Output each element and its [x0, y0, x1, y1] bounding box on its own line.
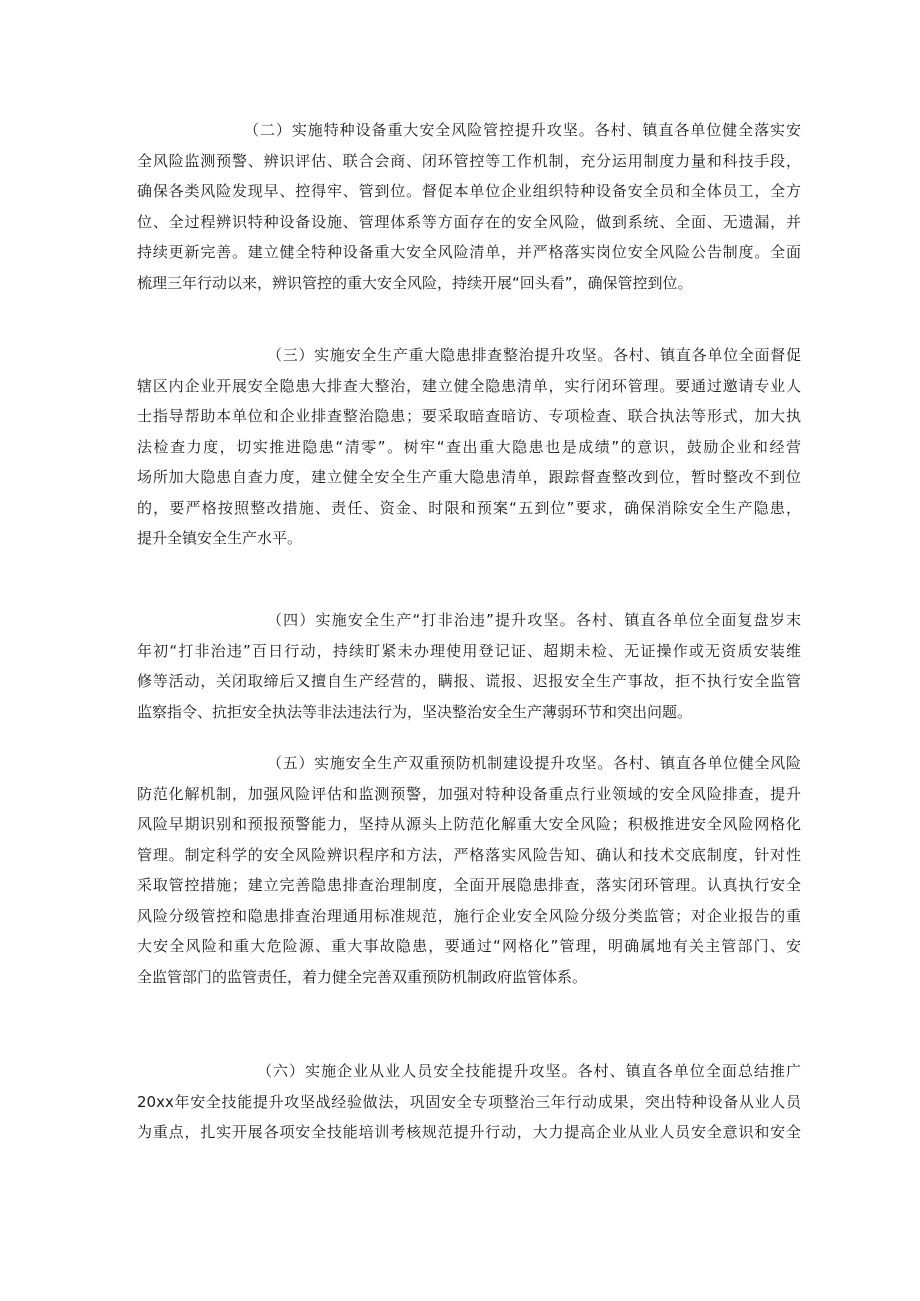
text-line: 采取管控措施；建立完善隐患排查治理制度，全面开展隐患排查，落实闭环管理。认真执行安全 [137, 876, 801, 894]
text-line: 年初“打非治违”百日行动，持续盯紧未办理使用登记证、超期未检、无证操作或无资质安装维 [137, 641, 801, 660]
text-line: 持续更新完善。建立健全特种设备重大安全风险清单，并严格落实岗位安全风险公告制度。全面 [137, 243, 801, 261]
text-line: 位、全过程辨识特种设备设施、管理体系等方面存在的安全风险，做到系统、全面、无遗漏，并 [137, 212, 801, 231]
text-line: 梳理三年行动以来，辨识管控的重大安全风险，持续开展“回头看”，确保管控到位。 [137, 273, 693, 292]
text-line: 提升全镇安全生产水平。 [137, 529, 303, 547]
text-line: 20xx年安全技能提升攻坚战经验做法，巩固安全专项整治三年行动成果，突出特种设备从业人员 [137, 1092, 801, 1111]
paragraph-special-equipment-risk [137, 115, 801, 298]
text-line: 全监管部门的监管责任，着力健全完善双重预防机制政府监管体系。 [137, 967, 588, 986]
text-line: 场所加大隐患自查力度，建立健全安全生产重大隐患清单，跟踪督查整改到位，暂时整改不到位 [137, 468, 801, 486]
text-line: （四）实施安全生产“打非治违”提升攻坚。各村、镇直各单位全面复盘岁末 [267, 611, 801, 629]
text-line: （六）实施企业从业人员安全技能提升攻坚。各村、镇直各单位全面总结推广 [257, 1062, 801, 1080]
text-line: 士指导帮助本单位和企业排查整治隐患；要采取暗查暗访、专项检查、联合执法等形式，加大执 [137, 407, 801, 425]
text-line: 修等活动，关闭取缔后又擅自生产经营的，瞒报、谎报、迟报安全生产事故，拒不执行安全监管 [137, 672, 801, 690]
text-line: 防范化解机制，加强风险评估和监测预警，加强对特种设备重点行业领域的安全风险排查，提升 [137, 784, 801, 803]
text-line: 的，要严格按照整改措施、责任、资金、时限和预案“五到位”要求，确保消除安全生产隐患， [137, 498, 801, 517]
text-line: 监察指令、抗拒安全执法等非法违法行为，坚决整治安全生产薄弱环节和突出问题。 [137, 702, 693, 721]
text-line: （二）实施特种设备重大安全风险管控提升攻坚。各村、镇直各单位健全落实安 [244, 121, 801, 139]
text-line: （三）实施安全生产重大隐患排查整治提升攻坚。各村、镇直各单位全面督促 [267, 346, 801, 364]
paragraph-illegal-activities [137, 605, 801, 727]
paragraph-hazard-investigation [137, 340, 801, 554]
text-line: 为重点，扎实开展各项安全技能培训考核规范提升行动，大力提高企业从业人员安全意识和安全 [137, 1123, 801, 1141]
paragraph-skills-improvement [137, 1056, 801, 1148]
text-line: 风险早期识别和预报预警能力，坚持从源头上防范化解重大安全风险；积极推进安全风险网格化 [137, 815, 801, 833]
paragraph-dual-prevention [137, 748, 801, 992]
text-line: 法检查力度，切实推进隐患“清零”。树牢“查出重大隐患也是成绩”的意识，鼓励企业和经营 [137, 437, 801, 456]
text-line: 全风险监测预警、辨识评估、联合会商、闭环管控等工作机制，充分运用制度力量和科技手段， [137, 151, 801, 170]
text-line: 确保各类风险发现早、控得牢、管到位。督促本单位企业组织特种设备安全员和全体员工，全方 [137, 182, 801, 200]
text-line: （五）实施安全生产双重预防机制建设提升攻坚。各村、镇直各单位健全风险 [267, 754, 801, 772]
text-line: 管理。制定科学的安全风险辨识程序和方法，严格落实风险告知、确认和技术交底制度，针对性 [137, 845, 801, 864]
text-line: 辖区内企业开展安全隐患大排查大整治，建立健全隐患清单，实行闭环管理。要通过邀请专业人 [137, 376, 801, 395]
text-line: 风险分级管控和隐患排查治理通用标准规范，施行企业安全风险分级分类监管；对企业报告的重 [137, 906, 801, 925]
text-line: 大安全风险和重大危险源、重大事故隐患，要通过“网格化”管理，明确属地有关主管部门、安 [137, 937, 801, 955]
